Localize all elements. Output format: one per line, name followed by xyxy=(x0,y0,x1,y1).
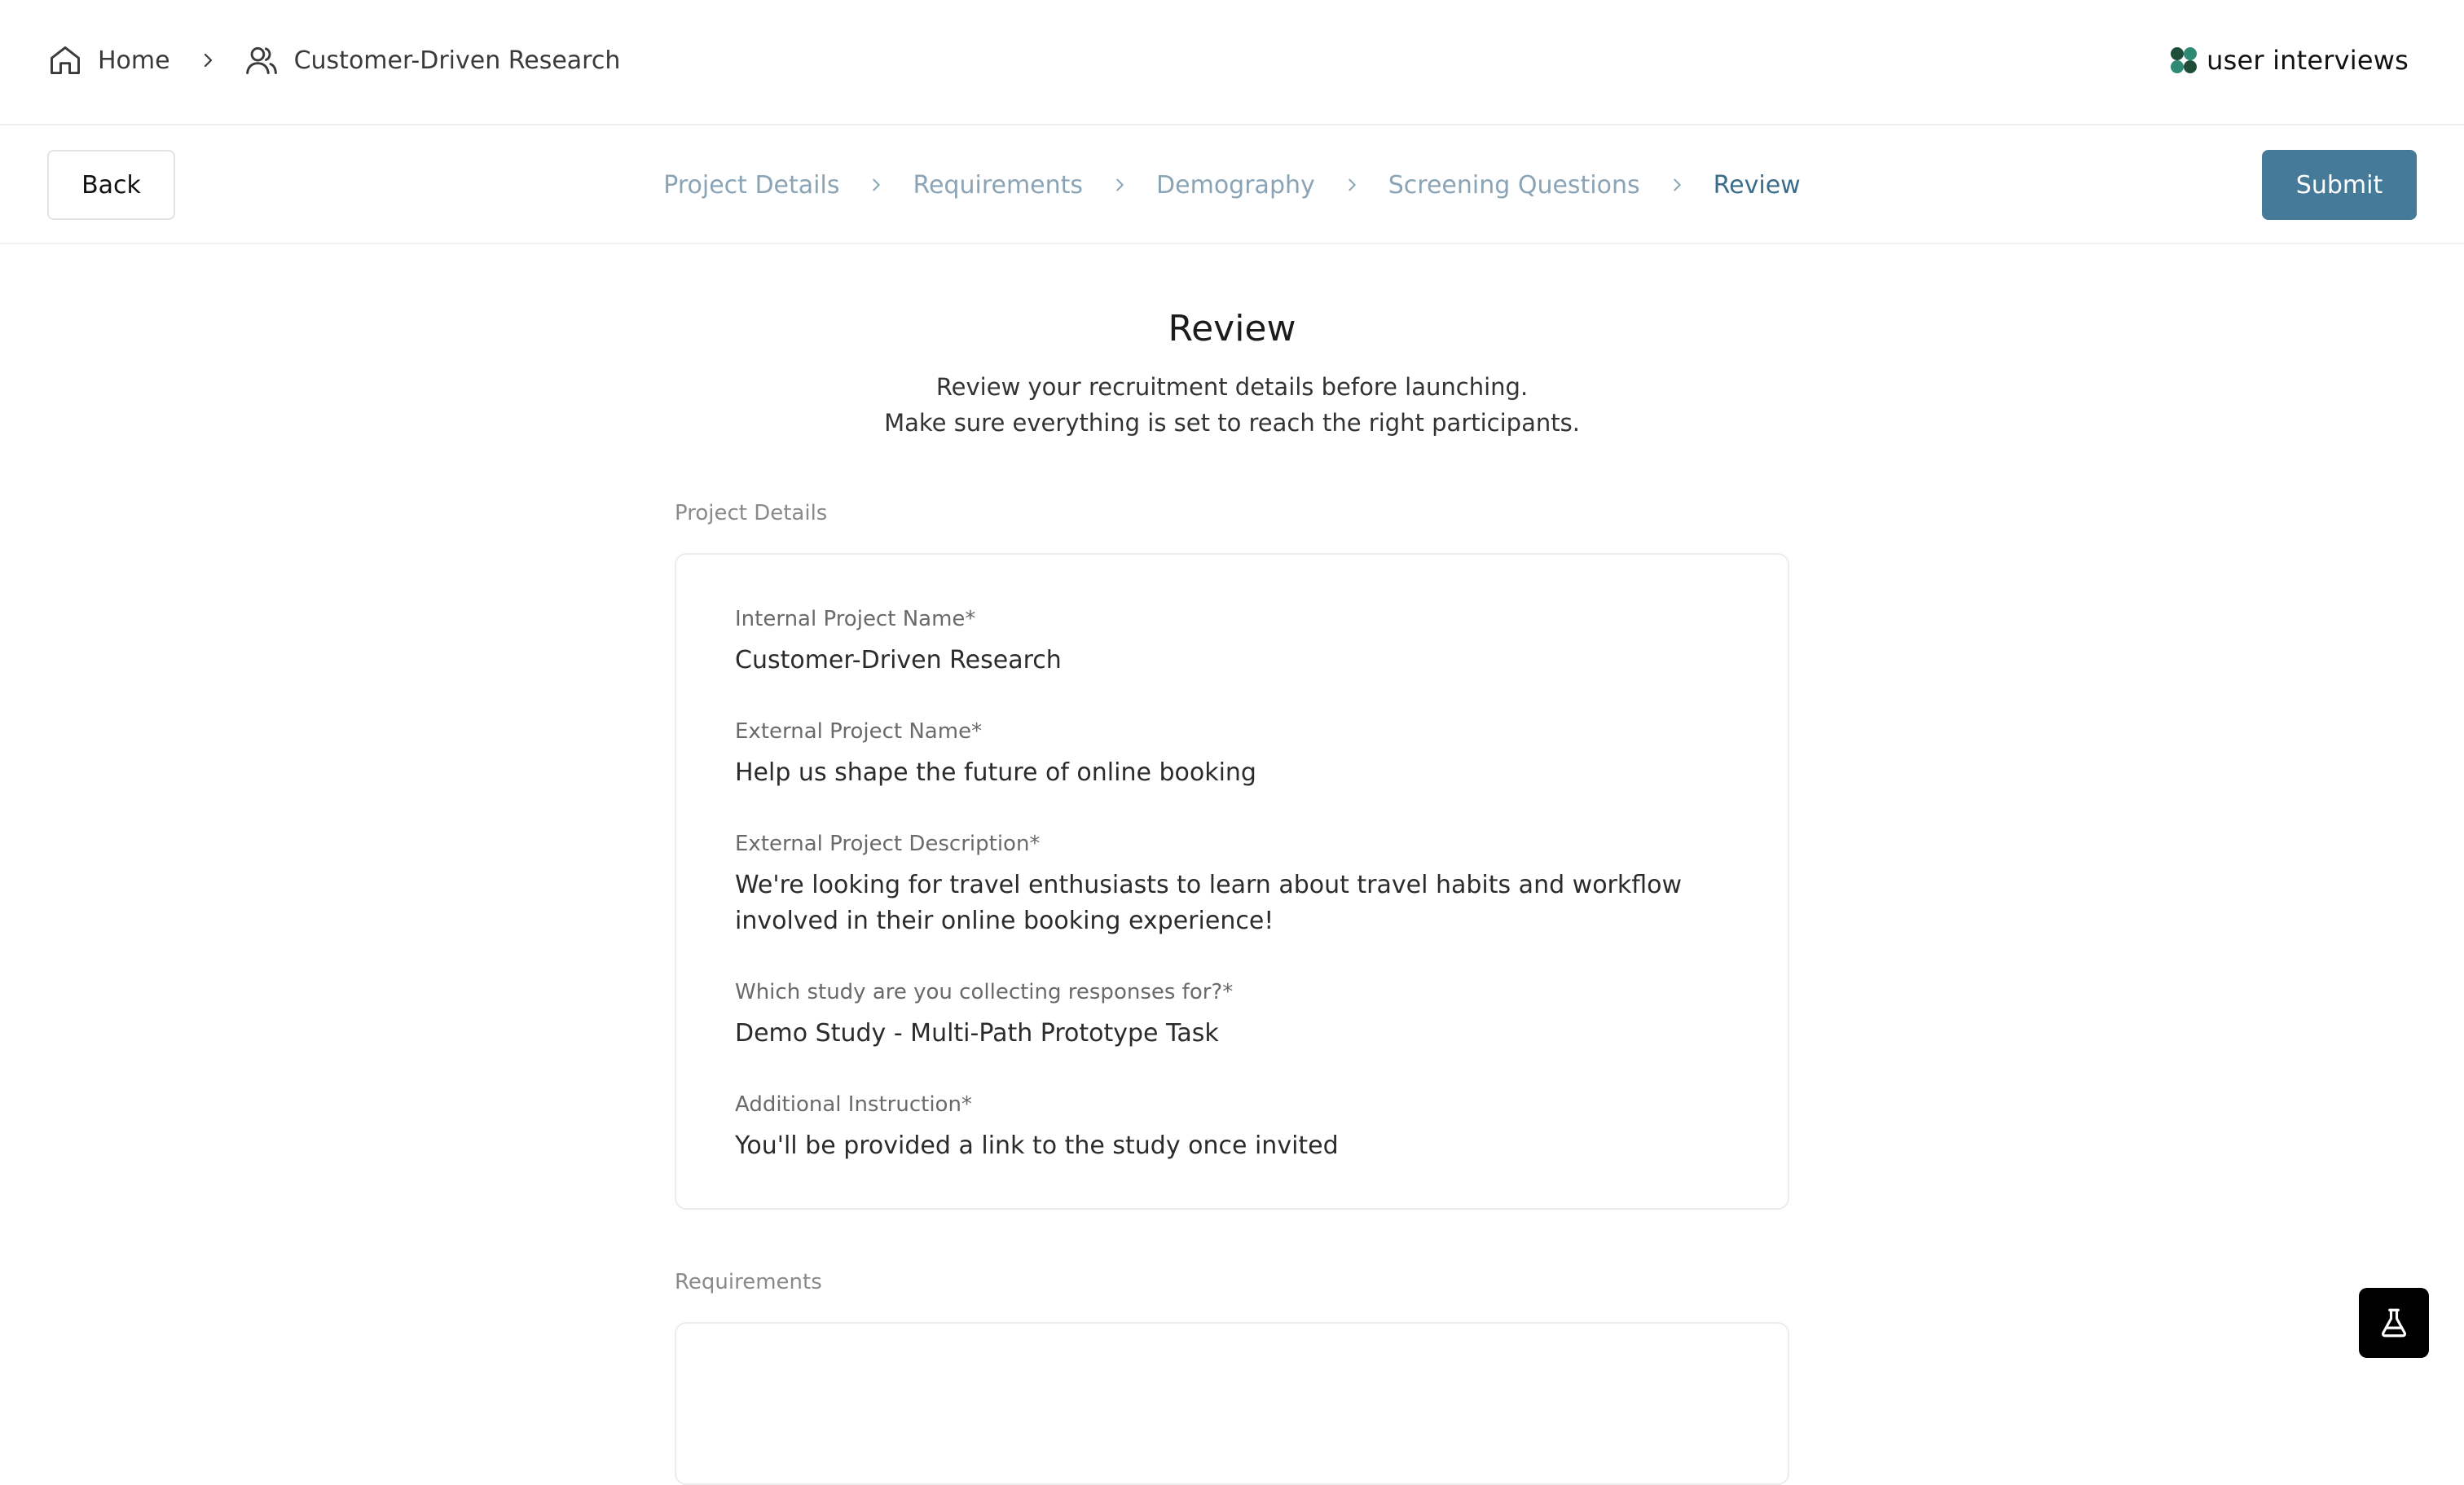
chevron-right-icon xyxy=(867,176,885,194)
chevron-right-icon xyxy=(1111,176,1129,194)
step-label: Demography xyxy=(1156,170,1315,200)
step-label: Review xyxy=(1713,170,1801,200)
breadcrumb-project[interactable] xyxy=(244,42,621,78)
chevron-right-icon xyxy=(1668,176,1686,194)
field-external-project-description xyxy=(735,832,1729,939)
step-requirements[interactable] xyxy=(913,171,1083,200)
field-value: Help us shape the future of online booking xyxy=(735,758,1256,787)
field-value: We're looking for travel enthusiasts to learn about travel habits and workflow involved in their online booking experience! xyxy=(735,871,1683,935)
section-label-project-details: Project Details xyxy=(675,501,828,525)
field-label: Internal Project Name* xyxy=(735,607,976,631)
page-title: Review xyxy=(1168,308,1296,349)
breadcrumb xyxy=(47,41,620,80)
requirements-card xyxy=(675,1322,1789,1485)
field-internal-project-name xyxy=(735,607,1729,679)
brand-logo[interactable] xyxy=(2169,41,2409,80)
step-navigation-bar xyxy=(0,125,2464,244)
step-screening-questions[interactable] xyxy=(1388,171,1640,200)
step-label: Requirements xyxy=(913,170,1084,200)
field-value: Demo Study - Multi-Path Prototype Task xyxy=(735,1019,1219,1048)
breadcrumb-project-label: Customer-Driven Research xyxy=(293,46,621,75)
section-label-requirements: Requirements xyxy=(675,1270,822,1294)
brand-name: user interviews xyxy=(2207,45,2409,76)
field-label: Additional Instruction* xyxy=(735,1092,972,1117)
step-label: Project Details xyxy=(663,170,840,200)
step-project-details[interactable] xyxy=(663,171,839,200)
subtitle-line: Review your recruitment details before launching. xyxy=(935,373,1529,401)
project-details-card xyxy=(675,553,1789,1210)
step-review[interactable] xyxy=(1714,171,1801,200)
step-indicator xyxy=(0,150,2464,220)
submit-button[interactable]: Submit xyxy=(2262,150,2417,220)
breadcrumb-home-label: Home xyxy=(98,46,170,75)
user-interviews-logo-icon xyxy=(2169,46,2198,75)
field-additional-instruction xyxy=(735,1092,1729,1164)
chevron-right-icon xyxy=(1343,176,1361,194)
subtitle-line: Make sure everything is set to reach the right participants. xyxy=(884,409,1580,437)
back-button[interactable]: Back xyxy=(47,150,175,220)
field-external-project-name xyxy=(735,719,1729,791)
step-label: Screening Questions xyxy=(1388,170,1640,200)
field-value: You'll be provided a link to the study once invited xyxy=(735,1131,1339,1160)
top-header xyxy=(0,0,2464,125)
review-content xyxy=(675,244,1789,1485)
breadcrumb-home[interactable] xyxy=(47,42,170,78)
page-subtitle xyxy=(675,369,1789,441)
flask-icon xyxy=(2377,1306,2411,1340)
lab-button[interactable] xyxy=(2359,1288,2429,1358)
users-icon xyxy=(244,42,279,78)
step-demography[interactable] xyxy=(1156,171,1315,200)
chevron-right-icon xyxy=(198,51,218,70)
field-value: Customer-Driven Research xyxy=(735,646,1062,674)
field-label: Which study are you collecting responses for?* xyxy=(735,980,1234,1004)
field-label: External Project Description* xyxy=(735,832,1041,856)
field-study xyxy=(735,980,1729,1052)
field-label: External Project Name* xyxy=(735,719,983,744)
home-icon xyxy=(47,42,83,78)
